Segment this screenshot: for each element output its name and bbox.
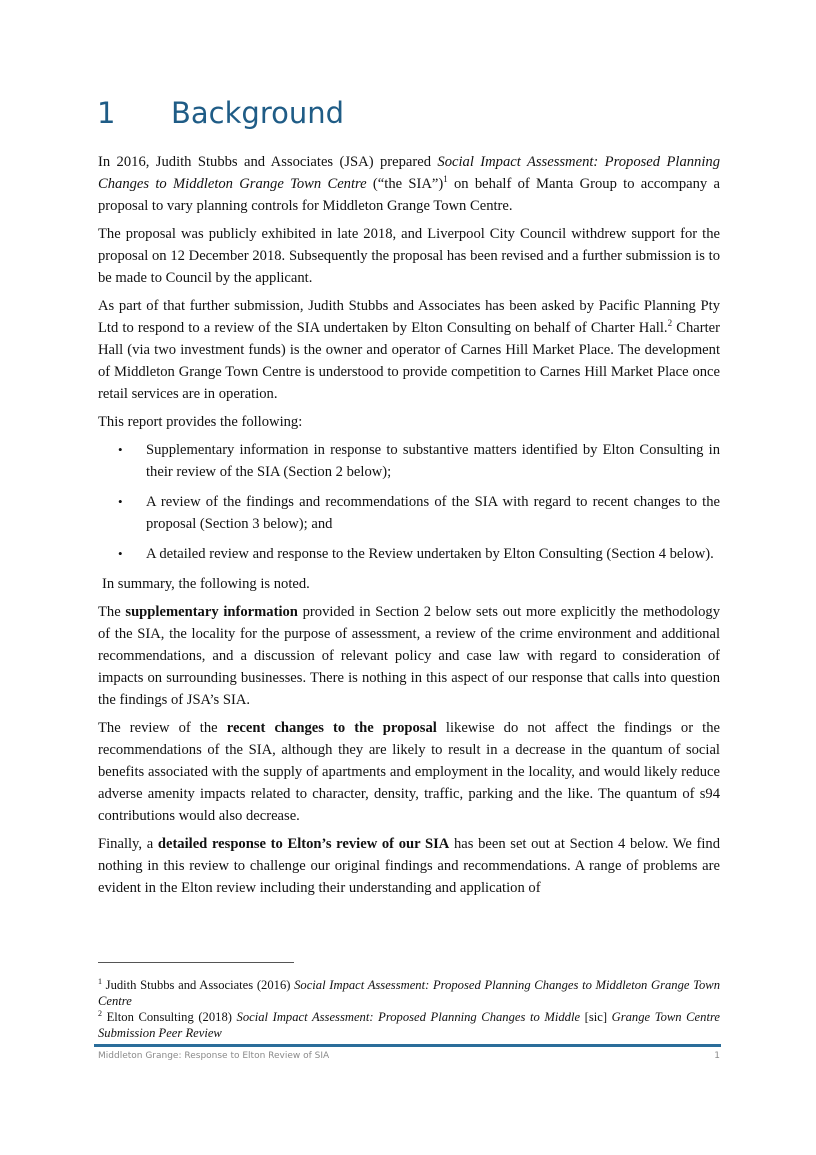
footer-rule	[94, 1044, 721, 1047]
footnote-ref-1[interactable]: 1	[443, 174, 448, 185]
bullet-icon: •	[118, 442, 123, 457]
footnote-2: $^2$ Elton Consulting (2018) Social Impact Assessment: Proposed Planning Changes to Middle [sic] Grange Town Centre Submission Peer Review	[98, 1008, 720, 1040]
paragraph-supplementary: The supplementary information provided in Section 2 below sets out more explicitly the methodology of the SIA, the locality for the purpose of assessment, a review of the crime environment and additional recommendations, and a discussion of relevant policy and case law with regard to consideration of impacts on surrounding businesses. There is nothing in this aspect of our response that calls into question the findings of JSA’s SIA.	[98, 604, 720, 708]
section-number: 1	[97, 96, 116, 130]
list-item: • A review of the findings and recommendations of the SIA with regard to recent changes to the proposal (Section 3 below); and	[98, 491, 720, 535]
page-number: 1	[714, 1051, 720, 1061]
footnotes	[98, 977, 720, 1041]
paragraph-report-provides: This report provides the following:	[98, 414, 303, 430]
paragraph-detailed-response: Finally, a detailed response to Elton’s review of our SIA has been set out at Section 4 below. We find nothing in this review to challenge our original findings and recommendations. A range of problems are evident in the Elton review including their understanding and application of	[98, 836, 720, 896]
footer-title: Middleton Grange: Response to Elton Review of SIA	[98, 1051, 330, 1061]
section-heading	[97, 96, 344, 130]
list-item: • Supplementary information in response to substantive matters identified by Elton Consulting in their review of the SIA (Section 2 below);	[98, 439, 720, 483]
section-title: Background	[171, 96, 345, 130]
bullet-icon: •	[118, 546, 123, 561]
footnote-separator	[98, 962, 294, 963]
sia-title: Social Impact Assessment: Proposed Planning Changes to Middleton Grange Town Centre	[98, 154, 720, 192]
bullet-list	[98, 439, 720, 565]
bullet-icon: •	[118, 494, 123, 509]
list-item: • A detailed review and response to the Review undertaken by Elton Consulting (Section 4 below).	[98, 543, 720, 565]
paragraph-recent-changes: The review of the recent changes to the proposal likewise do not affect the findings or the recommendations of the SIA, although they are likely to result in a decrease in the quantum of social benefits associated with the supply of apartments and employment in the locality, and would likely reduce adverse amenity impacts related to character, density, traffic, parking and the like. The quantum of s94 contributions would also decrease.	[98, 720, 720, 824]
footnote-ref-2[interactable]: 2	[667, 318, 673, 329]
page-footer	[98, 1051, 720, 1061]
paragraph-submission: As part of that further submission, Judith Stubbs and Associates has been asked by Pacific Planning Pty Ltd to respond to a review of the SIA undertaken by Elton Consulting on behalf of Charter Hall.$^2$ Charter Hall (via two investment funds) is the owner and operator of Carnes Hill Market Place. The development of Middleton Grange Town Centre is understood to provide competition to Carnes Hill Market Place once retail services are in operation.	[98, 298, 720, 402]
paragraph-intro: In 2016, Judith Stubbs and Associates (JSA) prepared Social Impact Assessment: Proposed Planning Changes to Middleton Grange Town Centre (“the SIA”)$^1$ on behalf of Manta Group to accompany a proposal to vary planning controls for Middleton Grange Town Centre.	[98, 154, 720, 214]
footnote-1: $^1$ Judith Stubbs and Associates (2016) Social Impact Assessment: Proposed Planning Changes to Middleton Grange Town Centre	[98, 976, 720, 1008]
body-text	[98, 151, 720, 905]
paragraph-exhibition: The proposal was publicly exhibited in late 2018, and Liverpool City Council withdrew support for the proposal on 12 December 2018. Subsequently the proposal has been revised and a further submission is to be made to Council by the applicant.	[98, 226, 720, 286]
paragraph-summary: In summary, the following is noted.	[102, 576, 310, 592]
